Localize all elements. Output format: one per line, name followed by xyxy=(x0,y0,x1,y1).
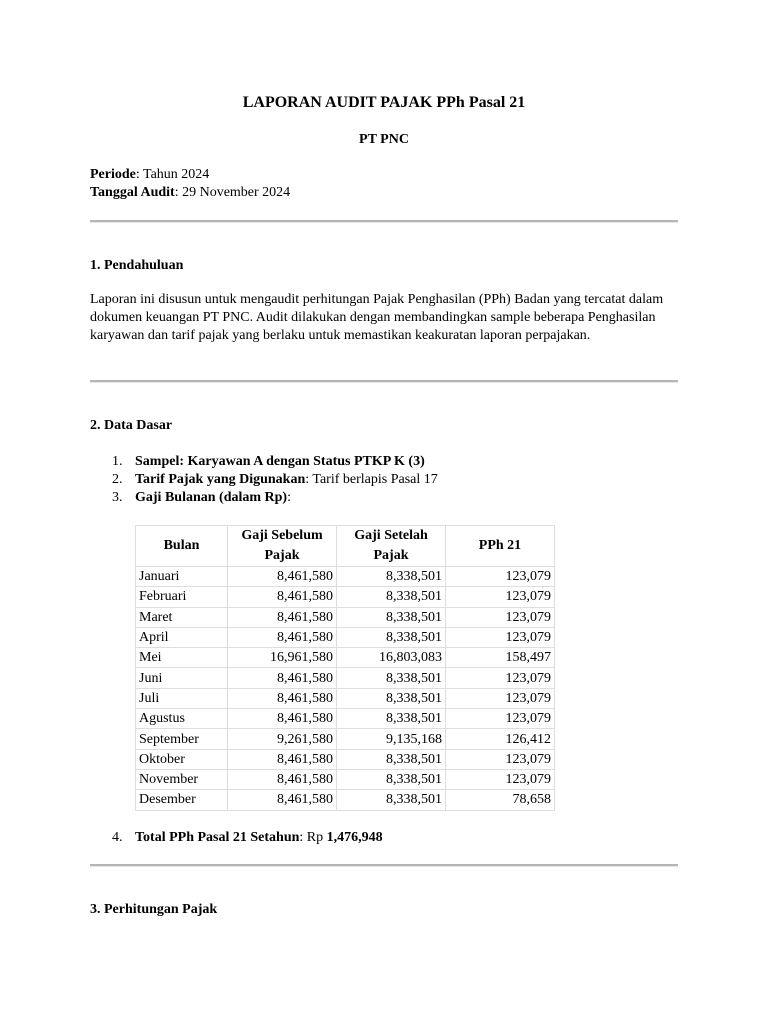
header-gaji-setelah: Gaji Setelah Pajak xyxy=(337,526,446,567)
cell-gaji-setelah: 8,338,501 xyxy=(337,790,446,810)
total-label: Total PPh Pasal 21 Setahun xyxy=(135,830,300,845)
cell-gaji-sebelum: 8,461,580 xyxy=(228,688,337,708)
list-item: 2. Tarif Pajak yang Digunakan: Tarif berlapis Pasal 17 xyxy=(112,472,438,487)
header-pph21: PPh 21 xyxy=(446,526,555,567)
table-row xyxy=(136,627,555,647)
cell-month: Agustus xyxy=(136,709,228,729)
cell-gaji-setelah: 8,338,501 xyxy=(337,607,446,627)
cell-month: September xyxy=(136,729,228,749)
table-row xyxy=(136,749,555,769)
divider xyxy=(90,220,678,223)
cell-month: Maret xyxy=(136,607,228,627)
cell-pph21: 123,079 xyxy=(446,769,555,789)
header-gaji-sebelum: Gaji Sebelum Pajak xyxy=(228,526,337,567)
cell-gaji-setelah: 8,338,501 xyxy=(337,587,446,607)
cell-gaji-setelah: 8,338,501 xyxy=(337,709,446,729)
cell-gaji-sebelum: 8,461,580 xyxy=(228,567,337,587)
cell-gaji-setelah: 16,803,083 xyxy=(337,648,446,668)
table-row xyxy=(136,790,555,810)
table-header-row xyxy=(136,526,555,567)
cell-gaji-sebelum: 9,261,580 xyxy=(228,729,337,749)
salary-table xyxy=(135,525,555,811)
data-list xyxy=(90,453,678,507)
company-name: PT PNC xyxy=(359,132,409,147)
cell-gaji-setelah: 8,338,501 xyxy=(337,769,446,789)
list-item: 3. Gaji Bulanan (dalam Rp): xyxy=(112,490,291,505)
cell-month: Oktober xyxy=(136,749,228,769)
section-heading-intro: 1. Pendahuluan xyxy=(90,258,184,273)
cell-pph21: 123,079 xyxy=(446,709,555,729)
cell-gaji-sebelum: 8,461,580 xyxy=(228,790,337,810)
period-label: Periode xyxy=(90,167,136,182)
table-row xyxy=(136,729,555,749)
cell-gaji-sebelum: 8,461,580 xyxy=(228,709,337,729)
cell-gaji-setelah: 8,338,501 xyxy=(337,749,446,769)
cell-gaji-setelah: 9,135,168 xyxy=(337,729,446,749)
cell-gaji-sebelum: 8,461,580 xyxy=(228,749,337,769)
table-row xyxy=(136,769,555,789)
table-row xyxy=(136,648,555,668)
audit-date-value: : 29 November 2024 xyxy=(174,185,291,200)
total-mid: : Rp xyxy=(299,830,327,845)
cell-pph21: 123,079 xyxy=(446,607,555,627)
table-row xyxy=(136,668,555,688)
cell-pph21: 158,497 xyxy=(446,648,555,668)
cell-month: Februari xyxy=(136,587,228,607)
cell-month: April xyxy=(136,627,228,647)
header-bulan: Bulan xyxy=(136,526,228,567)
period-value: : Tahun 2024 xyxy=(135,167,210,182)
cell-pph21: 123,079 xyxy=(446,567,555,587)
section-heading-data: 2. Data Dasar xyxy=(90,418,173,433)
cell-gaji-setelah: 8,338,501 xyxy=(337,567,446,587)
cell-pph21: 126,412 xyxy=(446,729,555,749)
table-row xyxy=(136,567,555,587)
list-item: 1. Sampel: Karyawan A dengan Status PTKP K (3) xyxy=(112,454,425,469)
cell-month: Juli xyxy=(136,688,228,708)
cell-gaji-sebelum: 8,461,580 xyxy=(228,668,337,688)
cell-gaji-sebelum: 8,461,580 xyxy=(228,769,337,789)
audit-date-label: Tanggal Audit xyxy=(90,185,175,200)
section-heading-calc: 3. Perhitungan Pajak xyxy=(90,902,218,917)
cell-month: Juni xyxy=(136,668,228,688)
divider xyxy=(90,380,678,383)
cell-pph21: 78,658 xyxy=(446,790,555,810)
table-row xyxy=(136,607,555,627)
cell-month: Mei xyxy=(136,648,228,668)
cell-pph21: 123,079 xyxy=(446,749,555,769)
report-title: LAPORAN AUDIT PAJAK PPh Pasal 21 xyxy=(242,94,526,111)
cell-gaji-setelah: 8,338,501 xyxy=(337,627,446,647)
cell-gaji-setelah: 8,338,501 xyxy=(337,668,446,688)
total-number: 4. xyxy=(112,830,123,845)
cell-pph21: 123,079 xyxy=(446,587,555,607)
cell-month: November xyxy=(136,769,228,789)
period-line xyxy=(90,166,209,184)
intro-paragraph: Laporan ini disusun untuk mengaudit perhitungan Pajak Penghasilan (PPh) Badan yang tercatat dalam dokumen keuangan PT PNC. Audit dilakukan dengan membandingkan sample beberapa Penghasilan karyawan dan tarif pajak yang berlaku untuk memastikan keakuratan laporan perpajakan. xyxy=(90,292,664,343)
total-value: 1,476,948 xyxy=(326,830,383,845)
table-row xyxy=(136,709,555,729)
cell-month: Desember xyxy=(136,790,228,810)
audit-date-line xyxy=(90,184,290,202)
cell-gaji-sebelum: 8,461,580 xyxy=(228,627,337,647)
cell-gaji-sebelum: 8,461,580 xyxy=(228,607,337,627)
table-row xyxy=(136,688,555,708)
divider xyxy=(90,864,678,867)
cell-gaji-sebelum: 16,961,580 xyxy=(228,648,337,668)
cell-pph21: 123,079 xyxy=(446,668,555,688)
cell-gaji-sebelum: 8,461,580 xyxy=(228,587,337,607)
cell-pph21: 123,079 xyxy=(446,627,555,647)
cell-pph21: 123,079 xyxy=(446,688,555,708)
cell-month: Januari xyxy=(136,567,228,587)
cell-gaji-setelah: 8,338,501 xyxy=(337,688,446,708)
table-row xyxy=(136,587,555,607)
